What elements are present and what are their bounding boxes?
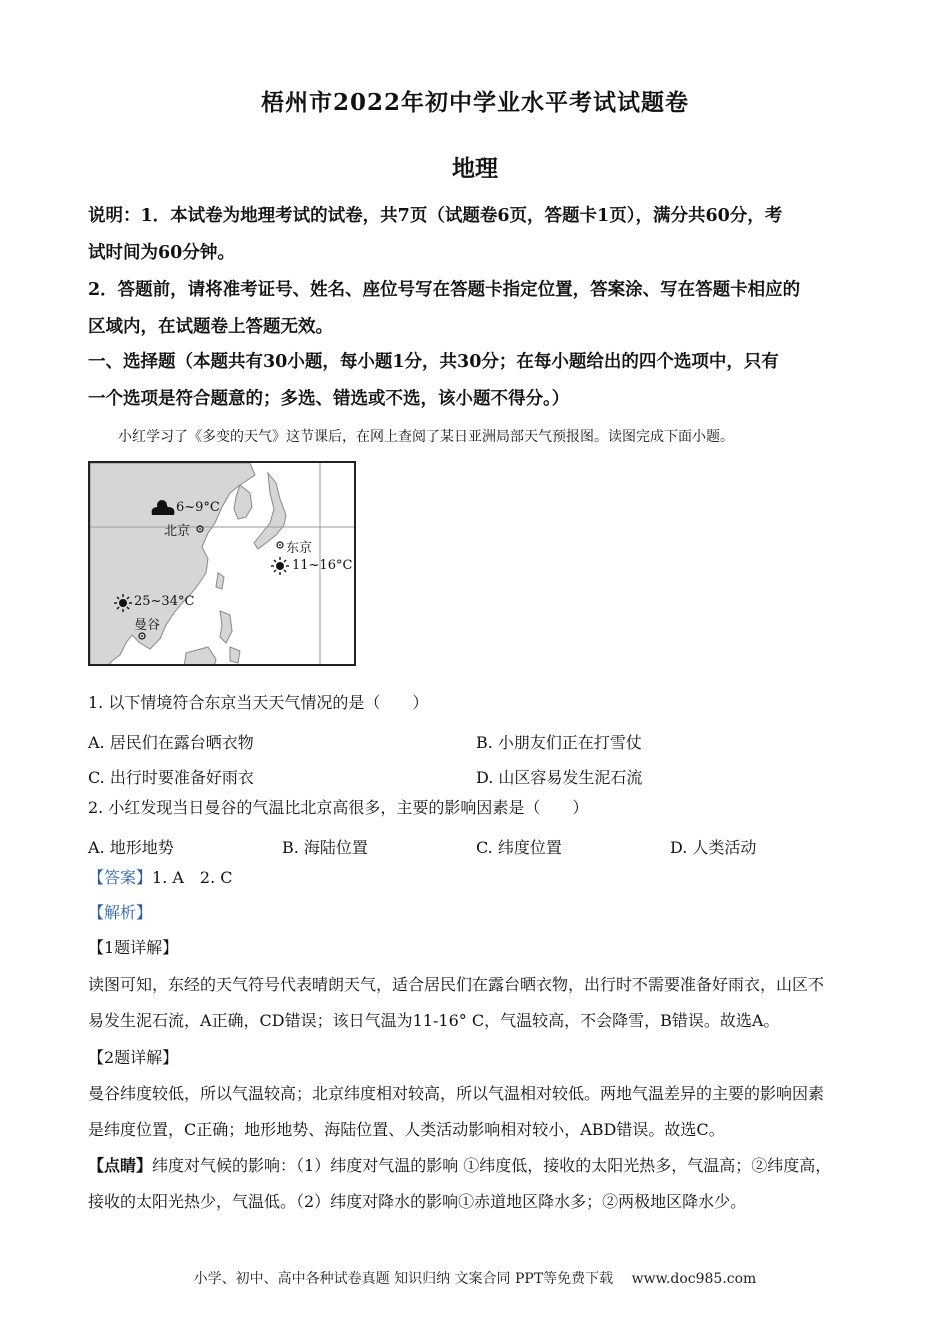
instructions-line-4: 区域内，在试题卷上答题无效。 — [88, 317, 333, 337]
dianjing-line-2: 接收的太阳光热少，气温低。（2）纬度对降水的影响①赤道地区降水多；②两极地区降水少。 — [88, 1192, 747, 1211]
question-1-stem: 1. 以下情境符合东京当天天气情况的是（ ） — [88, 693, 429, 712]
page-title: 梧州市2022年初中学业水平考试试题卷 — [260, 89, 689, 116]
detail-2-label: 【2题详解】 — [88, 1048, 179, 1067]
instructions-line-1: 说明：1．本试卷为地理考试的试卷，共7页（试题卷6页，答题卡1页），满分共60分，考 — [88, 206, 783, 226]
question-2-option-d: D. 人类活动 — [670, 838, 757, 857]
weather-map — [88, 461, 356, 666]
detail-2-line-2: 是纬度位置，C正确；地形地势、海陆位置、人类活动影响相对较小，ABD错误。故选C。 — [88, 1120, 725, 1139]
detail-1-line-1: 读图可知，东经的天气符号代表晴朗天气，适合居民们在露台晒衣物，出行时不需要准备好雨衣，山区不 — [88, 975, 825, 994]
question-2-option-c: C. 纬度位置 — [476, 838, 562, 857]
question-1-option-d: D. 山区容易发生泥石流 — [476, 768, 643, 787]
detail-1-line-2: 易发生泥石流，A正确，CD错误；该日气温为11-16° C，气温较高，不会降雪，B错误。故选A。 — [88, 1011, 780, 1030]
analysis-label: 【解析】 — [88, 903, 153, 922]
page-footer: 小学、初中、高中各种试卷真题 知识归纳 文案合同 PPT等免费下载 www.doc985.com — [193, 1271, 757, 1287]
subject-title: 地理 — [452, 155, 498, 182]
beijing-label: 北京 — [164, 524, 191, 539]
bangkok-label: 曼谷 — [134, 618, 161, 633]
dianjing-label: 【点睛】 — [88, 1156, 153, 1175]
instructions-line-2: 试时间为60分钟。 — [88, 243, 235, 263]
answer-line — [88, 860, 878, 895]
question-1-option-c: C. 出行时要准备好雨衣 — [88, 768, 254, 787]
question-2-option-a: A. 地形地势 — [88, 838, 174, 857]
tokyo-temp-label: 11~16°C — [292, 558, 353, 573]
question-1-option-a: A. 居民们在露台晒衣物 — [88, 733, 254, 752]
tokyo-label: 东京 — [286, 541, 313, 556]
dianjing-line-1 — [88, 1148, 878, 1183]
dianjing-text-1: 纬度对气候的影响：（1）纬度对气温的影响 ①纬度低，接收的太阳光热多，气温高；②纬度高， — [152, 1156, 832, 1175]
beijing-temp-label: 6~9°C — [176, 500, 220, 515]
answer-label: 【答案】 — [88, 868, 153, 887]
answer-text: 1. A 2. C — [152, 868, 233, 887]
detail-2-line-1: 曼谷纬度较低，所以气温较高；北京纬度相对较高，所以气温相对较低。两地气温差异的主要的影响因素 — [88, 1084, 825, 1103]
question-2-stem: 2. 小红发现当日曼谷的气温比北京高很多，主要的影响因素是（ ） — [88, 798, 589, 817]
question-1-option-b: B. 小朋友们正在打雪仗 — [476, 733, 642, 752]
question-2-option-b: B. 海陆位置 — [282, 838, 368, 857]
section-heading-line-1: 一、选择题（本题共有30小题，每小题1分，共30分；在每小题给出的四个选项中，只有 — [88, 352, 779, 372]
intro-text: 小红学习了《多变的天气》这节课后，在网上查阅了某日亚洲局部天气预报图。读图完成下面小题。 — [118, 429, 734, 445]
instructions-line-3: 2．答题前，请将准考证号、姓名、座位号写在答题卡指定位置，答案涂、写在答题卡相应的 — [88, 280, 801, 300]
detail-1-label: 【1题详解】 — [88, 938, 179, 957]
bangkok-temp-label: 25~34°C — [134, 594, 195, 609]
section-heading-line-2: 一个选项是符合题意的；多选、错选或不选，该小题不得分。） — [88, 389, 570, 409]
